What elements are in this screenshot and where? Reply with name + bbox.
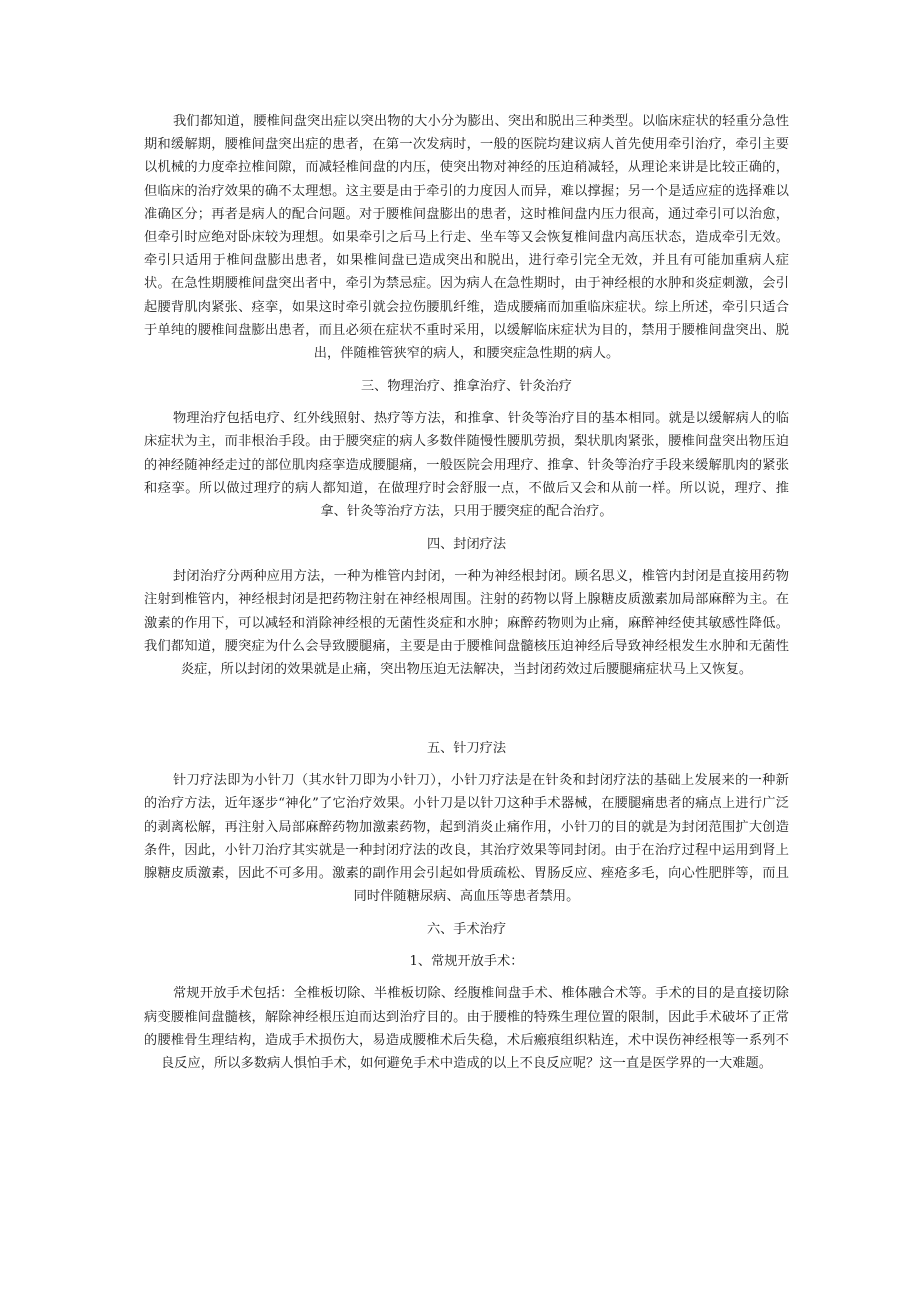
- document-body: [144, 110, 789, 1075]
- section-3-paragraph: 物理治疗包括电疗、红外线照射、热疗等方法，和推拿、针灸等治疗目的基本相同。就是以缓解病人的临床症状为主，而非根治手段。由于腰突症的病人多数伴随慢性腰肌劳损，梨状肌肉紧张，腰椎间盘突出物压迫的神经随神经走过的部位肌肉痉挛造成腰腿痛，一般医院会用理疗、推拿、针灸等治疗手段来缓解肌肉的紧张和痉挛。所以做过理疗的病人都知道，在做理疗时会舒服一点，不做后又会和从前一样。所以说，理疗、推拿、针灸等治疗方法，只用于腰突症的配合治疗。: [144, 411, 789, 520]
- section-6-paragraph: 常规开放手术包括：全椎板切除、半椎板切除、经腹椎间盘手术、椎体融合术等。手术的目的是直接切除病变腰椎间盘髓核，解除神经根压迫而达到治疗目的。由于腰椎的特殊生理位置的限制，因此手术破坏了正常的腰椎骨生理结构，造成手术损伤大，易造成腰椎术后失稳，术后瘢痕组织粘连，术中误伤神经根等一系列不良反应，所以多数病人惧怕手术，如何避免手术中造成的以上不良反应呢？这一直是医学界的一大难题。: [144, 986, 789, 1072]
- section-5-heading: 五、针刀疗法: [426, 741, 507, 757]
- section-4-heading: 四、封闭疗法: [426, 537, 507, 553]
- section-4-paragraph: 封闭治疗分两种应用方法，一种为椎管内封闭，一种为神经根封闭。顾名思义，椎管内封闭是直接用药物注射到椎管内，神经根封闭是把药物注射在神经根周围。注射的药物以肾上腺糖皮质激素加局部麻醉为主。在激素的作用下，可以减轻和消除神经根的无菌性炎症和水肿；麻醉药物则为止痛，麻醉神经使其敏感性降低。我们都知道，腰突症为什么会导致腰腿痛，主要是由于腰椎间盘髓核压迫神经后导致神经根发生水肿和无菌性炎症，所以封闭的效果就是止痛，突出物压迫无法解决，当封闭药效过后腰腿痛症状马上又恢复。: [144, 569, 789, 678]
- intro-paragraph: 我们都知道，腰椎间盘突出症以突出物的大小分为膨出、突出和脱出三种类型。以临床症状的轻重分急性期和缓解期，腰椎间盘突出症的患者，在第一次发病时，一般的医院均建议病人首先使用牵引治疗，牵引主要以机械的力度牵拉椎间隙，而减轻椎间盘的内压，使突出物对神经的压迫稍减轻，从理论来讲是比较正确的，但临床的治疗效果的确不太理想。这主要是由于牵引的力度因人而异，难以撑握；另一个是适应症的选择难以准确区分；再者是病人的配合问题。对于腰椎间盘膨出的患者，这时椎间盘内压力很高，通过牵引可以治愈，但牵引时应绝对卧床较为理想。如果牵引之后马上行走、坐车等又会恢复椎间盘内高压状态，造成牵引无效。牵引只适用于椎间盘膨出患者，如果椎间盘已造成突出和脱出，进行牵引完全无效，并且有可能加重病人症状。在急性期腰椎间盘突出者中，牵引为禁忌症。因为病人在急性期时，由于神经根的水肿和炎症刺激，会引起腰背肌肉紧张、痉挛，如果这时牵引就会拉伤腰肌纤维，造成腰痛而加重临床症状。综上所述，牵引只适合于单纯的腰椎间盘膨出患者，而且必须在症状不重时采用，以缓解临床症状为目的，禁用于腰椎间盘突出、脱出，伴随椎管狭窄的病人，和腰突症急性期的病人。: [144, 114, 789, 362]
- section-3-heading: 三、物理治疗、推拿治疗、针灸治疗: [361, 379, 572, 395]
- section-6-heading: 六、手术治疗: [426, 922, 507, 938]
- section-6-subheading-1: 1、常规开放手术：: [409, 954, 524, 970]
- section-5-paragraph: 针刀疗法即为小针刀（其水针刀即为小针刀），小针刀疗法是在针灸和封闭疗法的基础上发展来的一种新的治疗方法，近年逐步“神化”了它治疗效果。小针刀是以针刀这种手术器械，在腰腿痛患者的痛点上进行广泛的剥离松解，再注射入局部麻醉药物加激素药物，起到消炎止痛作用，小针刀的目的就是为封闭范围扩大创造条件，因此，小针刀治疗其实就是一种封闭疗法的改良，其治疗效果等同封闭。由于在治疗过程中运用到肾上腺糖皮质激素，因此不可多用。激素的副作用会引起如骨质疏松、胃肠反应、痤疮多毛，向心性肥胖等，而且同时伴随糖尿病、高血压等患者禁用。: [144, 773, 789, 905]
